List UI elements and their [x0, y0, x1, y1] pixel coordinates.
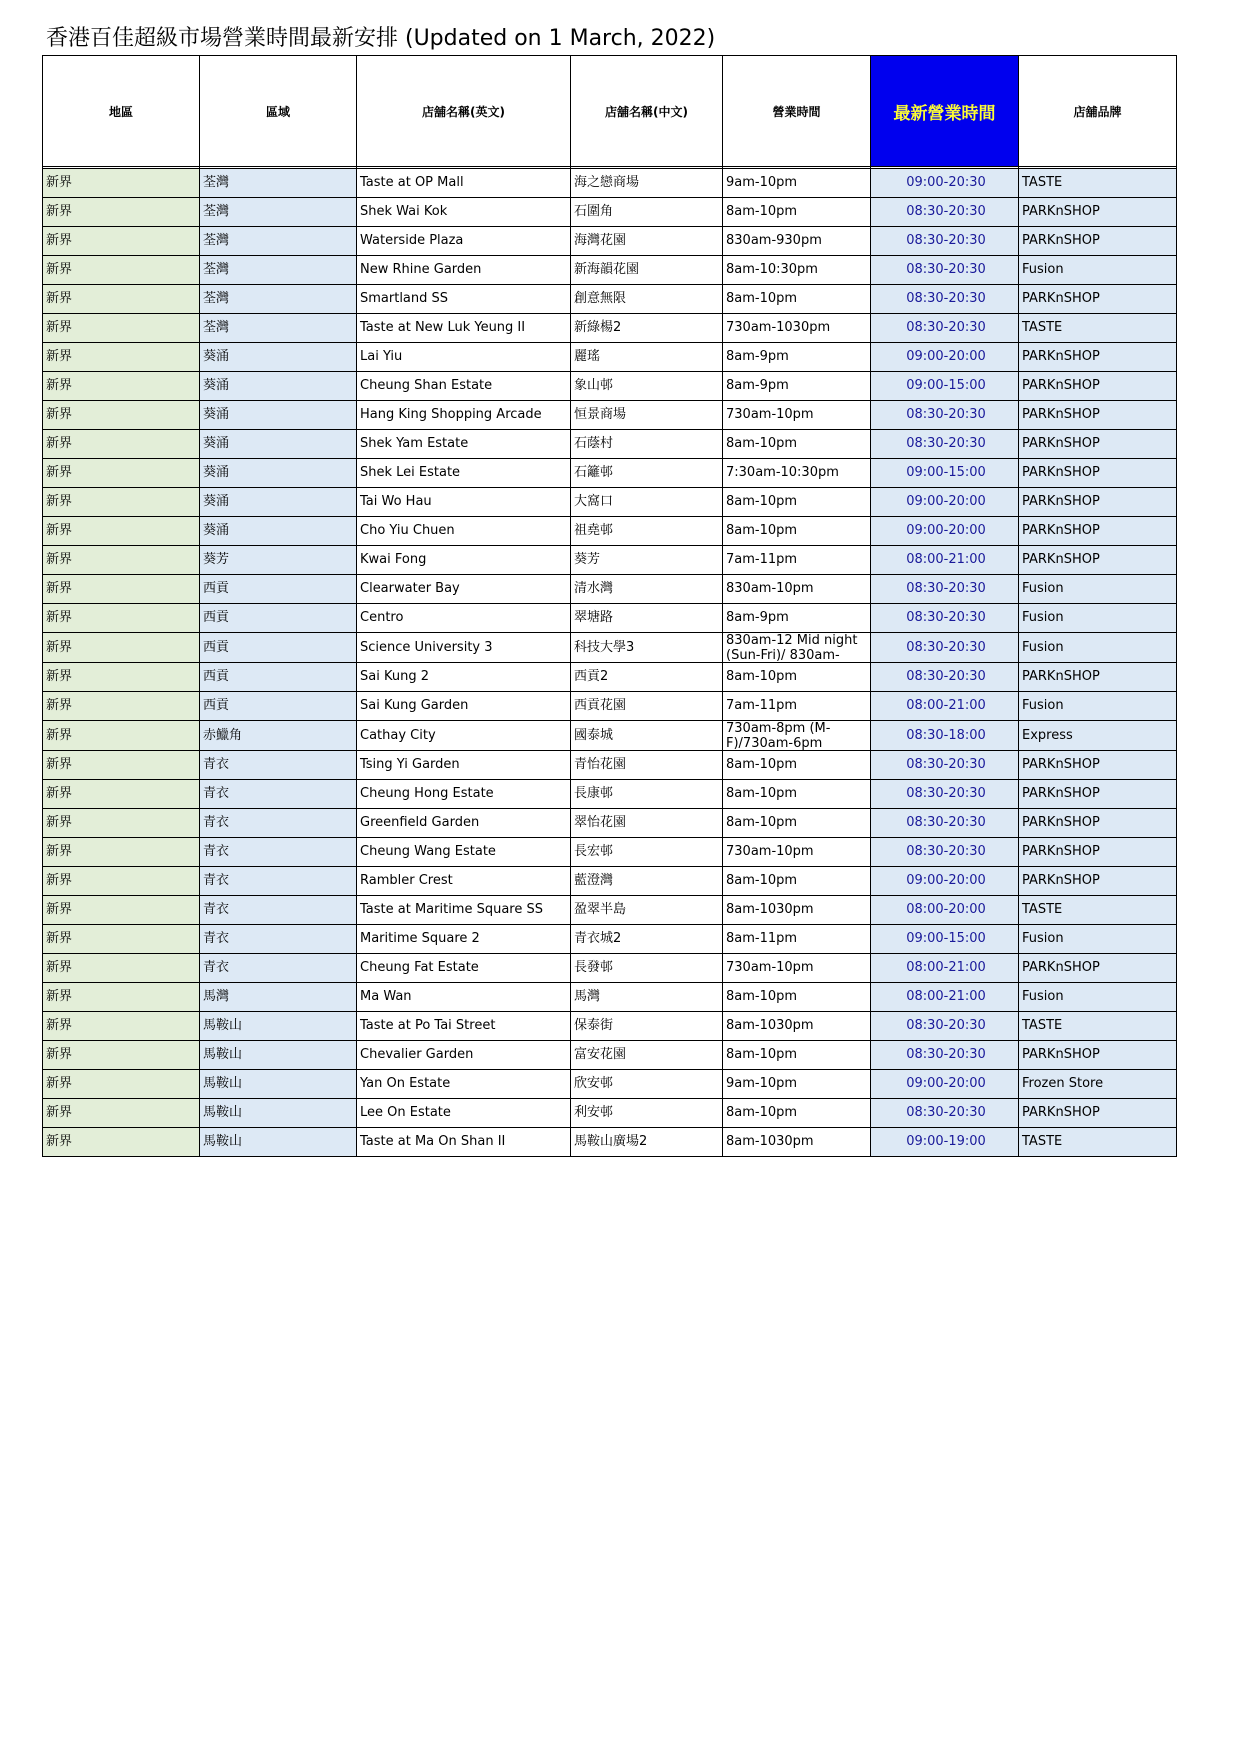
table-row [43, 692, 1177, 721]
cell-new-business-hours: 09:00-20:00 [871, 1070, 1019, 1099]
cell-store-brand: PARKnSHOP [1019, 343, 1177, 372]
cell-store-name-zh: 麗瑤 [571, 343, 723, 372]
cell-district: 西貢 [200, 575, 357, 604]
cell-store-name-en: Science University 3 [357, 633, 571, 663]
cell-new-business-hours: 08:30-20:30 [871, 285, 1019, 314]
cell-business-hours: 8am-10pm [723, 663, 871, 692]
cell-store-name-en: Sai Kung 2 [357, 663, 571, 692]
cell-store-brand: PARKnSHOP [1019, 838, 1177, 867]
cell-district: 青衣 [200, 867, 357, 896]
cell-store-name-en: Clearwater Bay [357, 575, 571, 604]
cell-region: 新界 [43, 896, 200, 925]
cell-store-brand: PARKnSHOP [1019, 430, 1177, 459]
table-row [43, 1128, 1177, 1157]
cell-store-name-en: Taste at Po Tai Street [357, 1012, 571, 1041]
header-store-en: 店舖名稱(英文) [357, 56, 571, 167]
cell-region: 新界 [43, 1128, 200, 1157]
cell-district: 葵芳 [200, 546, 357, 575]
cell-new-business-hours: 08:30-20:30 [871, 401, 1019, 430]
cell-business-hours [723, 721, 871, 751]
cell-region: 新界 [43, 401, 200, 430]
cell-store-brand: PARKnSHOP [1019, 954, 1177, 983]
table-row [43, 430, 1177, 459]
cell-store-name-en: Yan On Estate [357, 1070, 571, 1099]
cell-store-name-zh: 富安花園 [571, 1041, 723, 1070]
cell-store-name-en: Cheung Wang Estate [357, 838, 571, 867]
cell-new-business-hours: 09:00-20:00 [871, 517, 1019, 546]
cell-business-hours: 8am-10pm [723, 1099, 871, 1128]
cell-store-brand: PARKnSHOP [1019, 663, 1177, 692]
cell-region: 新界 [43, 459, 200, 488]
cell-region: 新界 [43, 314, 200, 343]
cell-store-brand: Fusion [1019, 925, 1177, 954]
cell-store-name-zh: 翠怡花園 [571, 809, 723, 838]
cell-business-hours: 830am-10pm [723, 575, 871, 604]
cell-new-business-hours: 08:00-21:00 [871, 983, 1019, 1012]
header-district: 區域 [200, 56, 357, 167]
cell-store-brand: Fusion [1019, 633, 1177, 663]
cell-region: 新界 [43, 1099, 200, 1128]
cell-district: 西貢 [200, 604, 357, 633]
cell-business-hours: 7:30am-10:30pm [723, 459, 871, 488]
cell-store-brand: PARKnSHOP [1019, 459, 1177, 488]
cell-business-hours: 730am-1030pm [723, 314, 871, 343]
cell-new-business-hours: 08:30-20:30 [871, 1041, 1019, 1070]
cell-business-hours: 8am-1030pm [723, 1012, 871, 1041]
cell-store-brand: Fusion [1019, 575, 1177, 604]
cell-store-brand: PARKnSHOP [1019, 285, 1177, 314]
header-row [43, 56, 1177, 167]
cell-district: 赤鱲角 [200, 721, 357, 751]
cell-region: 新界 [43, 692, 200, 721]
cell-district: 荃灣 [200, 198, 357, 227]
cell-business-hours [723, 633, 871, 663]
cell-district: 馬鞍山 [200, 1128, 357, 1157]
cell-district: 葵涌 [200, 517, 357, 546]
table-row [43, 401, 1177, 430]
cell-store-name-en: Taste at Ma On Shan II [357, 1128, 571, 1157]
cell-store-brand: PARKnSHOP [1019, 809, 1177, 838]
cell-store-name-en: Cheung Fat Estate [357, 954, 571, 983]
cell-store-name-zh: 長康邨 [571, 780, 723, 809]
cell-store-name-zh: 馬鞍山廣場2 [571, 1128, 723, 1157]
cell-store-name-zh: 海灣花園 [571, 227, 723, 256]
cell-business-hours: 8am-10pm [723, 198, 871, 227]
cell-district: 西貢 [200, 692, 357, 721]
table-row [43, 459, 1177, 488]
cell-new-business-hours: 09:00-15:00 [871, 372, 1019, 401]
cell-region: 新界 [43, 663, 200, 692]
cell-store-brand: PARKnSHOP [1019, 546, 1177, 575]
cell-district: 青衣 [200, 780, 357, 809]
cell-business-hours: 8am-10pm [723, 517, 871, 546]
cell-store-brand: Express [1019, 721, 1177, 751]
cell-business-hours-text: 730am-8pm (M-F)/730am-6pm [726, 721, 831, 750]
cell-business-hours: 8am-10pm [723, 488, 871, 517]
cell-business-hours: 8am-11pm [723, 925, 871, 954]
cell-district: 荃灣 [200, 314, 357, 343]
cell-store-name-zh: 新綠楊2 [571, 314, 723, 343]
cell-business-hours-text: 830am-12 Mid night (Sun-Fri)/ 830am- [726, 633, 858, 662]
cell-store-name-en: Shek Yam Estate [357, 430, 571, 459]
header-brand: 店舖品牌 [1019, 56, 1177, 167]
cell-store-brand: PARKnSHOP [1019, 401, 1177, 430]
cell-new-business-hours: 09:00-20:30 [871, 169, 1019, 198]
cell-store-name-zh: 西貢2 [571, 663, 723, 692]
cell-new-business-hours: 08:30-20:30 [871, 809, 1019, 838]
cell-new-business-hours: 08:00-21:00 [871, 954, 1019, 983]
cell-store-name-en: Smartland SS [357, 285, 571, 314]
cell-store-name-en: Shek Wai Kok [357, 198, 571, 227]
cell-business-hours: 8am-10pm [723, 780, 871, 809]
table-row [43, 198, 1177, 227]
cell-new-business-hours: 08:30-20:30 [871, 198, 1019, 227]
table-row [43, 1012, 1177, 1041]
cell-business-hours: 8am-10pm [723, 867, 871, 896]
table-row [43, 751, 1177, 780]
cell-district: 青衣 [200, 954, 357, 983]
cell-region: 新界 [43, 517, 200, 546]
cell-district: 青衣 [200, 751, 357, 780]
cell-store-name-en: Tai Wo Hau [357, 488, 571, 517]
table-row [43, 1099, 1177, 1128]
cell-district: 荃灣 [200, 256, 357, 285]
table-row [43, 983, 1177, 1012]
cell-store-name-en: Cheung Shan Estate [357, 372, 571, 401]
cell-region: 新界 [43, 1041, 200, 1070]
cell-business-hours: 8am-10pm [723, 430, 871, 459]
cell-store-name-en: Taste at OP Mall [357, 169, 571, 198]
cell-business-hours: 8am-9pm [723, 604, 871, 633]
cell-business-hours: 8am-10:30pm [723, 256, 871, 285]
cell-store-brand: Frozen Store [1019, 1070, 1177, 1099]
cell-new-business-hours: 08:30-20:30 [871, 780, 1019, 809]
cell-business-hours: 830am-930pm [723, 227, 871, 256]
cell-district: 青衣 [200, 838, 357, 867]
cell-district: 荃灣 [200, 285, 357, 314]
table-row [43, 169, 1177, 198]
table-row [43, 896, 1177, 925]
cell-business-hours: 8am-10pm [723, 983, 871, 1012]
cell-region: 新界 [43, 604, 200, 633]
cell-district: 青衣 [200, 925, 357, 954]
cell-new-business-hours: 08:30-20:30 [871, 604, 1019, 633]
table-row [43, 954, 1177, 983]
cell-store-brand: Fusion [1019, 983, 1177, 1012]
cell-new-business-hours: 08:30-20:30 [871, 1012, 1019, 1041]
cell-district: 葵涌 [200, 430, 357, 459]
cell-store-name-zh: 馬灣 [571, 983, 723, 1012]
table-row [43, 343, 1177, 372]
cell-store-brand: PARKnSHOP [1019, 488, 1177, 517]
cell-region: 新界 [43, 721, 200, 751]
cell-store-brand: PARKnSHOP [1019, 1041, 1177, 1070]
cell-store-brand: TASTE [1019, 169, 1177, 198]
cell-store-name-en: New Rhine Garden [357, 256, 571, 285]
cell-store-brand: PARKnSHOP [1019, 198, 1177, 227]
table-row [43, 663, 1177, 692]
cell-store-name-en: Lee On Estate [357, 1099, 571, 1128]
cell-store-name-zh: 新海韻花園 [571, 256, 723, 285]
cell-new-business-hours: 08:30-20:30 [871, 838, 1019, 867]
cell-new-business-hours: 08:30-20:30 [871, 633, 1019, 663]
cell-new-business-hours: 09:00-15:00 [871, 459, 1019, 488]
cell-store-name-en: Cheung Hong Estate [357, 780, 571, 809]
cell-store-name-zh: 石蔭村 [571, 430, 723, 459]
cell-store-name-en: Centro [357, 604, 571, 633]
table-row [43, 780, 1177, 809]
cell-new-business-hours: 08:00-21:00 [871, 692, 1019, 721]
cell-region: 新界 [43, 546, 200, 575]
cell-business-hours: 8am-10pm [723, 285, 871, 314]
table-row [43, 227, 1177, 256]
table-row [43, 488, 1177, 517]
cell-district: 荃灣 [200, 169, 357, 198]
cell-region: 新界 [43, 227, 200, 256]
cell-business-hours: 7am-11pm [723, 546, 871, 575]
cell-district: 葵涌 [200, 401, 357, 430]
cell-region: 新界 [43, 633, 200, 663]
cell-store-brand: PARKnSHOP [1019, 867, 1177, 896]
cell-store-brand: Fusion [1019, 604, 1177, 633]
cell-new-business-hours: 08:30-20:30 [871, 430, 1019, 459]
cell-region: 新界 [43, 867, 200, 896]
table-body [43, 169, 1177, 1157]
cell-new-business-hours: 08:30-20:30 [871, 575, 1019, 604]
cell-store-name-zh: 科技大學3 [571, 633, 723, 663]
cell-store-name-zh: 保泰街 [571, 1012, 723, 1041]
header-new-hours: 最新營業時間 [871, 56, 1019, 167]
cell-store-name-zh: 西貢花園 [571, 692, 723, 721]
cell-store-name-zh: 象山邨 [571, 372, 723, 401]
cell-store-name-en: Cho Yiu Chuen [357, 517, 571, 546]
cell-new-business-hours: 08:30-20:30 [871, 227, 1019, 256]
cell-business-hours: 8am-9pm [723, 372, 871, 401]
cell-store-name-zh: 石籬邨 [571, 459, 723, 488]
cell-store-name-en: Maritime Square 2 [357, 925, 571, 954]
cell-new-business-hours: 08:30-20:30 [871, 314, 1019, 343]
cell-region: 新界 [43, 575, 200, 604]
cell-district: 葵涌 [200, 459, 357, 488]
cell-store-name-en: Waterside Plaza [357, 227, 571, 256]
cell-new-business-hours: 09:00-15:00 [871, 925, 1019, 954]
cell-business-hours: 8am-10pm [723, 751, 871, 780]
cell-new-business-hours: 09:00-19:00 [871, 1128, 1019, 1157]
table-row [43, 314, 1177, 343]
cell-district: 馬鞍山 [200, 1041, 357, 1070]
cell-new-business-hours: 08:30-20:30 [871, 663, 1019, 692]
cell-new-business-hours: 08:00-20:00 [871, 896, 1019, 925]
cell-region: 新界 [43, 809, 200, 838]
cell-store-name-zh: 恒景商場 [571, 401, 723, 430]
cell-business-hours: 8am-1030pm [723, 896, 871, 925]
table-row [43, 546, 1177, 575]
cell-region: 新界 [43, 838, 200, 867]
cell-store-name-zh: 藍澄灣 [571, 867, 723, 896]
page-title: 香港百佳超級市場營業時間最新安排 (Updated on 1 March, 2022) [46, 26, 716, 51]
table-row [43, 838, 1177, 867]
cell-store-name-zh: 翠塘路 [571, 604, 723, 633]
cell-store-brand: PARKnSHOP [1019, 227, 1177, 256]
cell-store-name-zh: 青衣城2 [571, 925, 723, 954]
cell-new-business-hours: 08:30-20:30 [871, 1099, 1019, 1128]
cell-business-hours: 8am-9pm [723, 343, 871, 372]
cell-district: 馬灣 [200, 983, 357, 1012]
cell-store-name-en: Hang King Shopping Arcade [357, 401, 571, 430]
table-row [43, 1041, 1177, 1070]
cell-district: 青衣 [200, 896, 357, 925]
cell-region: 新界 [43, 954, 200, 983]
cell-business-hours: 730am-10pm [723, 401, 871, 430]
cell-district: 葵涌 [200, 488, 357, 517]
cell-business-hours: 9am-10pm [723, 1070, 871, 1099]
store-hours-table [42, 55, 1177, 1157]
cell-store-name-en: Shek Lei Estate [357, 459, 571, 488]
cell-new-business-hours: 08:30-20:30 [871, 256, 1019, 285]
cell-new-business-hours: 09:00-20:00 [871, 867, 1019, 896]
cell-store-name-en: Tsing Yi Garden [357, 751, 571, 780]
cell-store-name-en: Rambler Crest [357, 867, 571, 896]
cell-region: 新界 [43, 285, 200, 314]
cell-business-hours: 730am-10pm [723, 838, 871, 867]
cell-store-name-zh: 長宏邨 [571, 838, 723, 867]
cell-store-name-zh: 海之戀商場 [571, 169, 723, 198]
cell-store-name-zh: 國泰城 [571, 721, 723, 751]
cell-store-brand: PARKnSHOP [1019, 1099, 1177, 1128]
cell-store-name-zh: 欣安邨 [571, 1070, 723, 1099]
cell-region: 新界 [43, 925, 200, 954]
header-region: 地區 [43, 56, 200, 167]
cell-store-brand: TASTE [1019, 1128, 1177, 1157]
cell-store-name-en: Sai Kung Garden [357, 692, 571, 721]
cell-store-brand: TASTE [1019, 1012, 1177, 1041]
cell-region: 新界 [43, 1012, 200, 1041]
cell-store-name-zh: 大窩口 [571, 488, 723, 517]
cell-store-name-en: Taste at Maritime Square SS [357, 896, 571, 925]
cell-new-business-hours: 09:00-20:00 [871, 343, 1019, 372]
cell-region: 新界 [43, 751, 200, 780]
cell-business-hours: 8am-10pm [723, 1041, 871, 1070]
cell-new-business-hours: 08:30-18:00 [871, 721, 1019, 751]
cell-region: 新界 [43, 198, 200, 227]
cell-store-name-en: Taste at New Luk Yeung II [357, 314, 571, 343]
cell-region: 新界 [43, 1070, 200, 1099]
table-row [43, 721, 1177, 751]
cell-store-brand: PARKnSHOP [1019, 517, 1177, 546]
header-store-zh: 店舖名稱(中文) [571, 56, 723, 167]
header-hours: 營業時間 [723, 56, 871, 167]
cell-business-hours: 8am-1030pm [723, 1128, 871, 1157]
cell-store-name-zh: 創意無限 [571, 285, 723, 314]
cell-store-brand: Fusion [1019, 692, 1177, 721]
cell-region: 新界 [43, 372, 200, 401]
cell-store-name-zh: 清水灣 [571, 575, 723, 604]
table-row [43, 604, 1177, 633]
table-row [43, 372, 1177, 401]
cell-district: 青衣 [200, 809, 357, 838]
cell-district: 荃灣 [200, 227, 357, 256]
cell-region: 新界 [43, 430, 200, 459]
cell-store-brand: TASTE [1019, 896, 1177, 925]
cell-district: 葵涌 [200, 343, 357, 372]
cell-district: 馬鞍山 [200, 1012, 357, 1041]
table-row [43, 633, 1177, 663]
cell-new-business-hours: 08:00-21:00 [871, 546, 1019, 575]
cell-store-brand: PARKnSHOP [1019, 751, 1177, 780]
cell-region: 新界 [43, 983, 200, 1012]
cell-district: 馬鞍山 [200, 1099, 357, 1128]
cell-district: 馬鞍山 [200, 1070, 357, 1099]
cell-store-name-zh: 祖堯邨 [571, 517, 723, 546]
cell-store-name-zh: 青怡花園 [571, 751, 723, 780]
cell-store-name-zh: 石圍角 [571, 198, 723, 227]
cell-store-name-en: Ma Wan [357, 983, 571, 1012]
cell-business-hours: 9am-10pm [723, 169, 871, 198]
cell-store-name-en: Greenfield Garden [357, 809, 571, 838]
cell-store-name-zh: 利安邨 [571, 1099, 723, 1128]
table-row [43, 809, 1177, 838]
cell-region: 新界 [43, 780, 200, 809]
cell-store-brand: Fusion [1019, 256, 1177, 285]
table-row [43, 285, 1177, 314]
cell-store-name-en: Cathay City [357, 721, 571, 751]
cell-business-hours: 730am-10pm [723, 954, 871, 983]
cell-store-brand: TASTE [1019, 314, 1177, 343]
cell-business-hours: 7am-11pm [723, 692, 871, 721]
table-row [43, 925, 1177, 954]
cell-store-brand: PARKnSHOP [1019, 372, 1177, 401]
cell-district: 西貢 [200, 633, 357, 663]
cell-new-business-hours: 08:30-20:30 [871, 751, 1019, 780]
cell-store-name-zh: 葵芳 [571, 546, 723, 575]
cell-business-hours: 8am-10pm [723, 809, 871, 838]
cell-region: 新界 [43, 343, 200, 372]
cell-new-business-hours: 09:00-20:00 [871, 488, 1019, 517]
cell-store-name-en: Kwai Fong [357, 546, 571, 575]
table-row [43, 517, 1177, 546]
cell-region: 新界 [43, 488, 200, 517]
cell-store-name-en: Lai Yiu [357, 343, 571, 372]
cell-district: 葵涌 [200, 372, 357, 401]
cell-region: 新界 [43, 256, 200, 285]
cell-store-brand: PARKnSHOP [1019, 780, 1177, 809]
table-row [43, 867, 1177, 896]
cell-district: 西貢 [200, 663, 357, 692]
table-row [43, 575, 1177, 604]
table-row [43, 256, 1177, 285]
cell-store-name-zh: 盈翠半島 [571, 896, 723, 925]
cell-store-name-zh: 長發邨 [571, 954, 723, 983]
cell-region: 新界 [43, 169, 200, 198]
cell-store-name-en: Chevalier Garden [357, 1041, 571, 1070]
table-row [43, 1070, 1177, 1099]
